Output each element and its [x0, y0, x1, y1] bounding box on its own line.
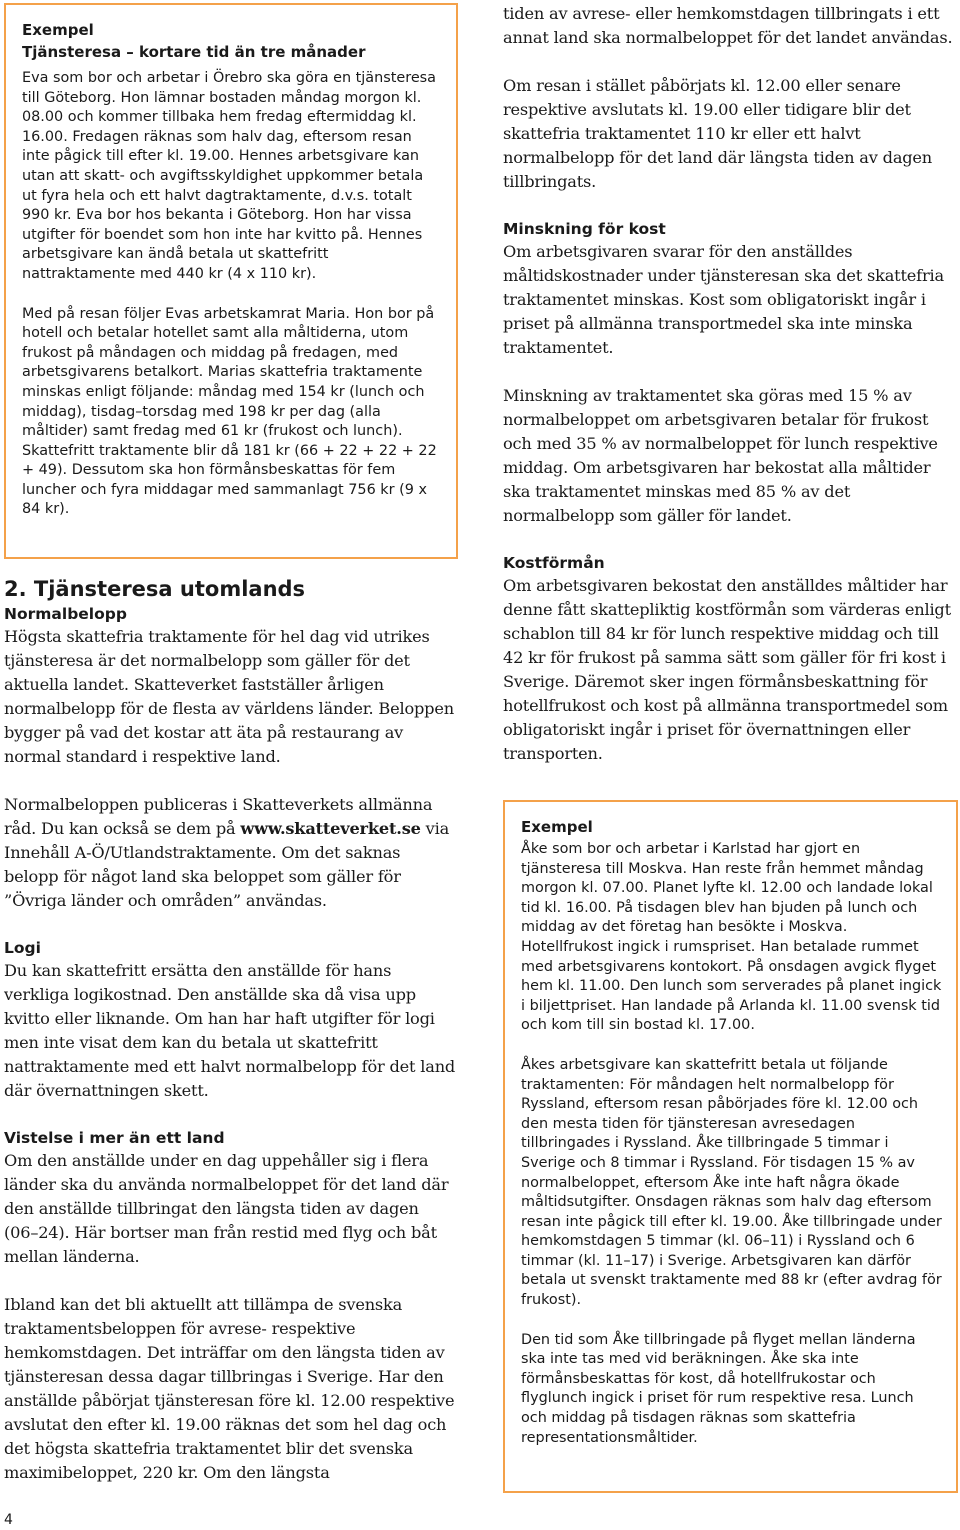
section-utomlands: [4, 575, 456, 1485]
page-number: 4: [4, 1512, 13, 1528]
paragraph: [4, 793, 456, 913]
example-label: Exempel: [22, 21, 94, 39]
example-title: Tjänsteresa – kortare tid än tre månader: [22, 43, 366, 61]
section-title: 2. Tjänsteresa utomlands: [4, 577, 306, 601]
paragraph: tiden av avrese- eller hemkomstdagen tillbringats i ett annat land ska normalbeloppet för det landet användas.: [503, 4, 953, 47]
paragraph: Ibland kan det bli aktuellt att tillämpa de svenska traktamentsbeloppen för avrese- respektive hemkomstdagen. Det inträffar om den längsta tiden av tjänsteresan dessa dagar tillbringas i Sverige. Har den anställde påbörjat tjänsteresan före kl. 12.00 respektive avslutat den efter kl. 19.00 räknas det som hel dag och det högsta skattefria traktamentet blir det svenska maximibeloppet, 220 kr. Om den längsta: [4, 1295, 455, 1482]
example-paragraph: Eva som bor och arbetar i Örebro ska göra en tjänsteresa till Göteborg. Hon lämnar bostaden måndag morgon kl. 08.00 och kommer tillbaka hem fredag eftermiddag kl. 16.00. Fredagen räknas som halv dag, eftersom resan inte pågick till efter kl. 19.00. Hennes arbetsgivare kan utan att skatt- och avgiftsskyldighet uppkommer betala ut fyra hela och ett halvt dagtraktamente, d.v.s. totalt 990 kr. Eva bor hos bekanta i Göteborg. Hon har vissa utgifter för boendet som hon inte har kvitto på. Hennes arbetsgivare kan ändå betala ut skattefritt nattraktamente med 440 kr (4 x 110 kr).: [22, 70, 436, 282]
example-paragraph: Den tid som Åke tillbringade på flyget mellan länderna ska inte tas med vid beräkningen. Åke ska inte förmånsbeskattas för kost, då hotellfrukostar och flyglunch ingick i priset för rum respektive resa. Lunch och middag på tisdagen räknas som skattefria representationsmåltider.: [521, 1331, 916, 1446]
example-paragraph: Åke som bor och arbetar i Karlstad har gjort en tjänsteresa till Moskva. Han reste från hemmet måndag morgon kl. 07.00. Planet lyfte kl. 12.00 och landade lokal tid kl. 16.00. På tisdagen blev han bjuden på lunch och middag av det företag han besökte i Moskva. Hotellfrukost ingick i rumspriset. Han betalade rummet med arbetsgivarens kontokort. På onsdagen avgick flyget hem kl. 11.00. Den lunch som serverades på planet ingick i biljettpriset. Han landade på Arlanda kl. 11.00 svensk tid och kom till sin bostad kl. 17.00.: [521, 841, 942, 1034]
paragraph: Om den anställde under en dag uppehåller sig i flera länder ska du använda normalbeloppet för det land där den anställde tillbringat den längsta tiden av dagen (06–24). Här bortser man från restid med flyg och båt mellan länderna.: [4, 1151, 449, 1266]
subheading-kostformon: Kostförmån: [503, 554, 605, 572]
paragraph: Minskning av traktamentet ska göras med 15 % av normalbeloppet om arbetsgivaren betalar för frukost och med 35 % av normalbeloppet för lunch respektive middag. Om arbetsgivaren har bekostat alla måltider ska traktamentet minskas med 85 % av det normalbelopp som gäller för landet.: [503, 386, 938, 525]
example-paragraph: Åkes arbetsgivare kan skattefritt betala ut följande traktamenten: För måndagen helt normalbelopp för Ryssland, eftersom resan påbörjades före kl. 12.00 och den mesta tiden för tjänsteresan avresedagen tillbringades i Ryssland. Åke tillbringade 5 timmar i Sverige och 8 timmar i Ryssland. För tisdagen 15 % av normalbeloppet, eftersom Åke inte haft några ökade måltidsutgifter. Onsdagen räknas som halv dag eftersom resan inte pågick till efter kl. 19.00. Åke tillbringade under hemkomstdagen 5 timmar (kl. 06–11) i Ryssland och 6 timmar (kl. 11–17) i Sverige. Arbetsgivaren kan därför betala ut svenskt traktamente med 88 kr (efter avdrag för frukost).: [521, 1056, 942, 1309]
paragraph: Du kan skattefritt ersätta den anställde för hans verkliga logikostnad. Den anställde ska då visa upp kvitto eller liknande. Om han har haft utgifter för logi men inte visat dem kan du betala ut skattefritt nattraktamente med ett halvt normalbelopp för det land där övernattningen skett.: [4, 961, 456, 1100]
right-column: [503, 2, 953, 766]
paragraph: Högsta skattefria traktamente för hel dag vid utrikes tjänsteresa är det normalbelopp som gäller för det aktuella landet. Skatteverket fastställer årligen normalbelopp för de flesta av världens länder. Beloppen bygger på vad det kostar att äta på restaurang av normal standard i respektive land.: [4, 627, 454, 766]
subheading-vistelse: Vistelse i mer än ett land: [4, 1129, 225, 1147]
paragraph: Om resan i stället påbörjats kl. 12.00 eller senare respektive avslutats kl. 19.00 eller tidigare blir det skattefria traktamentet 110 kr eller ett halvt normalbelopp för det land där längsta tiden av dagen tillbringats.: [503, 76, 933, 191]
paragraph: Om arbetsgivaren bekostat den anställdes måltider har denne fått skattepliktig kostförmån som värderas enligt schablon till 84 kr för lunch respektive middag och till 42 kr för frukost på samma sätt som gäller för fri kost i Sverige. Däremot sker ingen förmånsbeskattning för hotellfrukost och kost på allmänna transportmedel som obligatoriskt ingår i priset för övernattningen eller transporten.: [503, 576, 951, 763]
skatteverket-link[interactable]: www.skatteverket.se: [240, 819, 421, 838]
subheading-minskning: Minskning för kost: [503, 220, 666, 238]
example-box-eva: [4, 3, 458, 559]
subheading-normalbelopp: Normalbelopp: [4, 605, 127, 623]
example-paragraph: Med på resan följer Evas arbetskamrat Maria. Hon bor på hotell och betalar hotellet samt alla måltiderna, utom frukost på måndagen och middag på fredagen, med arbetsgivarens betalkort. Marias skattefria traktamente minskas enligt följande: måndag med 154 kr (lunch och middag), tisdag–torsdag med 198 kr per dag (alla måltider) samt fredag med 61 kr (frukost och lunch). Skattefritt traktamente blir då 181 kr (66 + 22 + 22 + 22 + 49). Dessutom ska hon förmånsbeskattas för fem luncher och fyra middagar med sammanlagt 756 kr (9 x 84 kr).: [22, 305, 437, 518]
subheading-logi: Logi: [4, 939, 41, 957]
paragraph-text: Normalbeloppen publiceras i Skatteverkets allmänna råd. Du kan också se dem på: [4, 795, 433, 838]
paragraph-text: via Innehåll A-Ö/Utlandstraktamente. Om det saknas belopp för något land ska beloppet som gäller för ”Övriga länder och områden” användas.: [4, 819, 450, 910]
paragraph: Om arbetsgivaren svarar för den anställdes måltidskostnader under tjänsteresan ska det skattefria traktamentet minskas. Kost som obligatoriskt ingår i priset på allmänna transportmedel ska inte minska traktamentet.: [503, 242, 944, 357]
example-label: Exempel: [521, 818, 593, 836]
example-box-ake: [503, 800, 958, 1493]
